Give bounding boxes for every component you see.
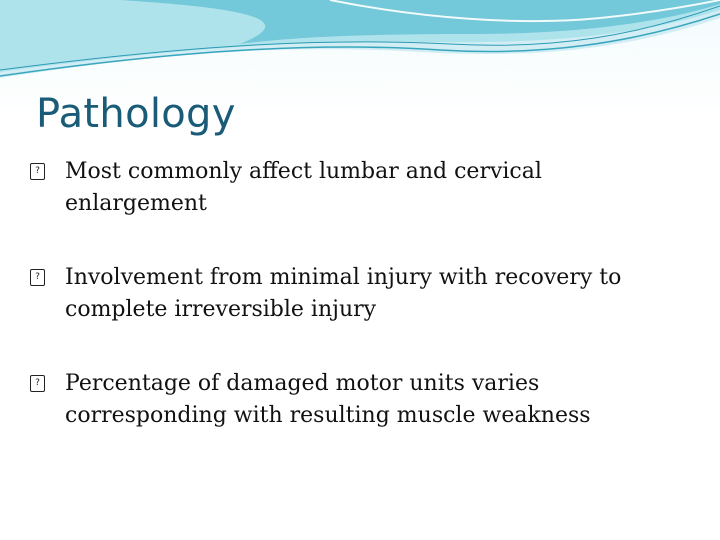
bullet-item <box>28 368 668 432</box>
missing-glyph-icon: ? <box>30 375 45 392</box>
missing-glyph-icon: ? <box>30 163 45 180</box>
bullet-list <box>28 156 668 474</box>
bullet-text: Involvement from minimal injury with recovery to complete irreversible injury <box>65 265 622 322</box>
slide-title: Pathology <box>36 91 236 137</box>
header-wave-decoration <box>0 0 720 95</box>
bullet-text: Most commonly affect lumbar and cervical enlargement <box>65 159 542 216</box>
bullet-text: Percentage of damaged motor units varies corresponding with resulting muscle weakness <box>65 371 591 428</box>
bullet-item <box>28 156 668 220</box>
bullet-item <box>28 262 668 326</box>
missing-glyph-icon: ? <box>30 269 45 286</box>
